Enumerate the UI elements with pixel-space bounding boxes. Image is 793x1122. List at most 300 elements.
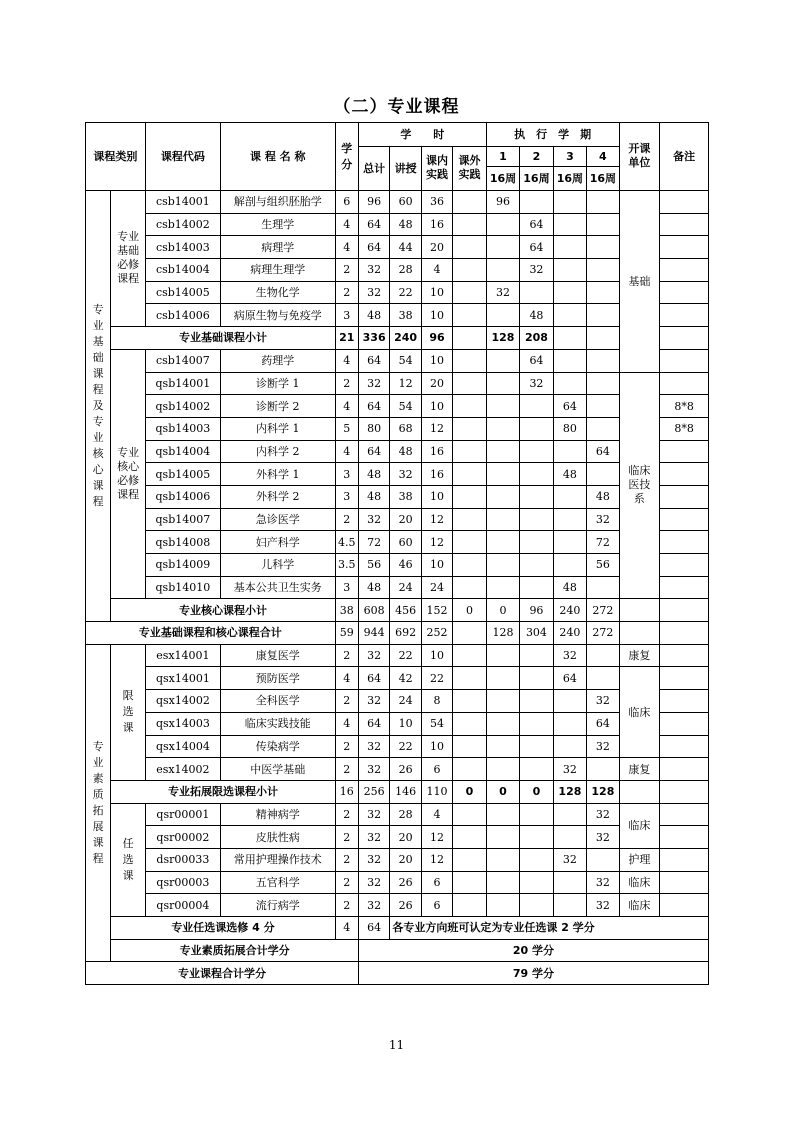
sem-1-cell	[486, 894, 519, 917]
credit-cell: 4.5	[335, 531, 358, 554]
dept-cell	[619, 780, 660, 803]
table-row	[86, 349, 709, 372]
sem-1-cell	[486, 349, 519, 372]
header-hours: 学 时	[358, 123, 486, 147]
sem-4-cell: 32	[587, 735, 619, 758]
sem-1-cell	[486, 463, 519, 486]
sem-4-cell: 56	[587, 554, 619, 577]
table-row	[86, 485, 709, 508]
hours-total-cell: 32	[358, 826, 389, 849]
hours-lecture-cell: 24	[390, 576, 421, 599]
credit-cell: 6	[335, 191, 358, 214]
remark-cell	[660, 236, 709, 259]
hours-total-cell: 944	[358, 622, 389, 645]
hours-in-practice-cell: 96	[421, 327, 452, 350]
hours-total-cell: 64	[358, 712, 389, 735]
sem-1-cell	[486, 690, 519, 713]
sem-2-cell: 0	[520, 780, 553, 803]
hours-in-practice-cell: 6	[421, 758, 452, 781]
course-code-cell: qsb14007	[145, 508, 220, 531]
hours-in-practice-cell: 4	[421, 803, 452, 826]
sem-3-cell	[553, 259, 586, 282]
hours-out-practice-cell	[453, 576, 486, 599]
sem-2-cell: 208	[520, 327, 553, 350]
table-row	[86, 690, 709, 713]
hours-total-cell: 32	[358, 848, 389, 871]
course-name-cell: 病理学	[220, 236, 335, 259]
header-semesters: 执 行 学 期	[486, 123, 619, 147]
hours-lecture-cell: 28	[390, 803, 421, 826]
group-limited: 限选课	[111, 644, 145, 780]
hours-in-practice-cell: 36	[421, 191, 452, 214]
hours-out-practice-cell	[453, 826, 486, 849]
hours-lecture-cell: 60	[390, 191, 421, 214]
program-total-value: 79 学分	[358, 962, 708, 985]
dept-cell: 基础	[619, 191, 660, 373]
group-major-core: 专业基础课程及专业核心课程	[86, 191, 111, 622]
credit-cell: 3	[335, 485, 358, 508]
hours-lecture-cell: 22	[390, 281, 421, 304]
hours-in-practice-cell: 10	[421, 485, 452, 508]
remark-cell	[660, 554, 709, 577]
hours-out-practice-cell	[453, 236, 486, 259]
course-code-cell: csb14001	[145, 191, 220, 214]
sem-3-cell	[553, 894, 586, 917]
credit-cell: 4	[335, 395, 358, 418]
hours-lecture-cell: 44	[390, 236, 421, 259]
course-code-cell: qsb14006	[145, 485, 220, 508]
sem-3-cell: 32	[553, 644, 586, 667]
hours-out-practice-cell	[453, 531, 486, 554]
sem-4-cell	[587, 191, 619, 214]
course-code-cell: csb14007	[145, 349, 220, 372]
sem-2-cell	[520, 417, 553, 440]
sem-1-cell	[486, 236, 519, 259]
table-body	[86, 123, 709, 985]
table-row	[86, 213, 709, 236]
hours-in-practice-cell: 10	[421, 349, 452, 372]
remark-cell	[660, 576, 709, 599]
subtotal-label: 专业核心课程小计	[111, 599, 335, 622]
sem-4-cell: 272	[587, 599, 619, 622]
course-name-cell: 解剖与组织胚胎学	[220, 191, 335, 214]
sem-3-cell	[553, 236, 586, 259]
sem-3-cell	[553, 531, 586, 554]
dept-cell: 临床	[619, 803, 660, 848]
sem-3-cell: 32	[553, 758, 586, 781]
header-dept: 开课单位	[619, 123, 660, 191]
course-name-cell: 生理学	[220, 213, 335, 236]
sem-2-cell	[520, 281, 553, 304]
hours-out-practice-cell	[453, 485, 486, 508]
course-name-cell: 诊断学 2	[220, 395, 335, 418]
remark-cell	[660, 531, 709, 554]
hours-out-practice-cell	[453, 758, 486, 781]
sem-1-cell	[486, 576, 519, 599]
sem-2-cell: 32	[520, 259, 553, 282]
dept-cell: 康复	[619, 644, 660, 667]
credit-cell: 2	[335, 259, 358, 282]
hours-total-cell: 48	[358, 304, 389, 327]
table-row	[86, 508, 709, 531]
hours-in-practice-cell: 4	[421, 259, 452, 282]
table-row	[86, 576, 709, 599]
credit-cell: 4	[335, 917, 358, 940]
hours-lecture-cell: 20	[390, 848, 421, 871]
credit-cell: 2	[335, 508, 358, 531]
hours-out-practice-cell	[453, 213, 486, 236]
sem-3-cell: 240	[553, 599, 586, 622]
course-name-cell: 病理生理学	[220, 259, 335, 282]
table-row	[86, 803, 709, 826]
hours-out-practice-cell	[453, 417, 486, 440]
sem-1-cell: 128	[486, 622, 519, 645]
sem-3-cell	[553, 349, 586, 372]
header-hours-in-practice: 课内实践	[421, 147, 452, 191]
remark-cell	[660, 871, 709, 894]
hours-lecture-cell: 12	[390, 372, 421, 395]
sem-2-cell	[520, 576, 553, 599]
sem-4-cell: 128	[587, 780, 619, 803]
header-code: 课程代码	[145, 123, 220, 191]
table-row	[86, 463, 709, 486]
subtotal-label: 专业拓展限选课程小计	[111, 780, 335, 803]
course-name-cell: 基本公共卫生实务	[220, 576, 335, 599]
credit-cell: 2	[335, 644, 358, 667]
hours-out-practice-cell	[453, 712, 486, 735]
credit-cell: 4	[335, 440, 358, 463]
sem-2-cell: 64	[520, 349, 553, 372]
course-code-cell: esx14002	[145, 758, 220, 781]
sem-3-cell	[553, 485, 586, 508]
table-row	[86, 191, 709, 214]
credit-cell: 4	[335, 712, 358, 735]
table-row	[86, 281, 709, 304]
hours-total-cell: 96	[358, 191, 389, 214]
credit-cell: 2	[335, 848, 358, 871]
hours-in-practice-cell: 6	[421, 894, 452, 917]
table-row	[86, 395, 709, 418]
hours-total-cell: 32	[358, 259, 389, 282]
credit-cell: 2	[335, 894, 358, 917]
hours-in-practice-cell: 8	[421, 690, 452, 713]
hours-out-practice-cell	[453, 690, 486, 713]
course-code-cell: esx14001	[145, 644, 220, 667]
sem-2-cell	[520, 644, 553, 667]
header-name: 课 程 名 称	[220, 123, 335, 191]
hours-lecture-cell: 22	[390, 644, 421, 667]
sem-2-cell	[520, 531, 553, 554]
header-category: 课程类别	[86, 123, 146, 191]
sem-2-cell	[520, 554, 553, 577]
course-code-cell: qsr00004	[145, 894, 220, 917]
group-core-required: 专业核心必修课程	[111, 349, 145, 599]
remark-cell	[660, 894, 709, 917]
table-row	[86, 758, 709, 781]
hours-total-cell: 80	[358, 417, 389, 440]
sem-4-cell	[587, 463, 619, 486]
hours-in-practice-cell: 20	[421, 236, 452, 259]
sem-1-cell	[486, 667, 519, 690]
sem-1-cell: 0	[486, 599, 519, 622]
course-name-cell: 临床实践技能	[220, 712, 335, 735]
course-name-cell: 康复医学	[220, 644, 335, 667]
remark-cell	[660, 372, 709, 395]
course-code-cell: csb14002	[145, 213, 220, 236]
sem-3-cell	[553, 712, 586, 735]
hours-in-practice-cell: 54	[421, 712, 452, 735]
hours-total-cell: 64	[358, 213, 389, 236]
course-code-cell: qsr00003	[145, 871, 220, 894]
sem-3-cell: 64	[553, 667, 586, 690]
sem-2-cell	[520, 894, 553, 917]
course-code-cell: csb14004	[145, 259, 220, 282]
course-name-cell: 精神病学	[220, 803, 335, 826]
credit-cell: 2	[335, 281, 358, 304]
sem-4-cell	[587, 281, 619, 304]
hours-total-cell: 32	[358, 758, 389, 781]
remark-cell	[660, 259, 709, 282]
credit-cell: 2	[335, 871, 358, 894]
hours-total-cell: 32	[358, 690, 389, 713]
remark-cell	[660, 667, 709, 690]
sem-3-cell	[553, 826, 586, 849]
remark-cell	[660, 213, 709, 236]
remark-cell	[660, 463, 709, 486]
course-code-cell: qsb14001	[145, 372, 220, 395]
hours-in-practice-cell: 12	[421, 508, 452, 531]
course-code-cell: qsb14010	[145, 576, 220, 599]
hours-lecture-cell: 692	[390, 622, 421, 645]
sem-2-cell: 304	[520, 622, 553, 645]
sem-3-cell: 64	[553, 395, 586, 418]
sem-3-cell	[553, 690, 586, 713]
sem-2-cell	[520, 826, 553, 849]
hours-lecture-cell: 42	[390, 667, 421, 690]
elective-note: 各专业方向班可认定为专业任选课 2 学分	[390, 917, 709, 940]
course-name-cell: 外科学 2	[220, 485, 335, 508]
hours-total-cell: 72	[358, 531, 389, 554]
course-name-cell: 妇产科学	[220, 531, 335, 554]
sem-4-cell: 32	[587, 803, 619, 826]
sem-4-cell	[587, 576, 619, 599]
hours-out-practice-cell	[453, 327, 486, 350]
hours-lecture-cell: 240	[390, 327, 421, 350]
sem-3-cell: 240	[553, 622, 586, 645]
credit-cell: 3	[335, 576, 358, 599]
sem-2-cell: 48	[520, 304, 553, 327]
remark-cell	[660, 758, 709, 781]
sem-3-cell	[553, 803, 586, 826]
sem-1-cell	[486, 735, 519, 758]
hours-in-practice-cell: 16	[421, 213, 452, 236]
hours-out-practice-cell	[453, 395, 486, 418]
sem-4-cell	[587, 349, 619, 372]
hours-lecture-cell: 146	[390, 780, 421, 803]
course-code-cell: qsx14004	[145, 735, 220, 758]
sem-3-cell	[553, 304, 586, 327]
remark-cell	[660, 690, 709, 713]
hours-out-practice-cell	[453, 508, 486, 531]
remark-cell	[660, 644, 709, 667]
hours-total-cell: 64	[358, 236, 389, 259]
hours-in-practice-cell: 16	[421, 463, 452, 486]
sem-4-cell	[587, 236, 619, 259]
course-name-cell: 流行病学	[220, 894, 335, 917]
hours-in-practice-cell: 152	[421, 599, 452, 622]
sem-2-cell	[520, 508, 553, 531]
sem-1-cell	[486, 508, 519, 531]
sem-2-cell: 96	[520, 599, 553, 622]
course-name-cell: 药理学	[220, 349, 335, 372]
course-name-cell: 传染病学	[220, 735, 335, 758]
hours-in-practice-cell: 6	[421, 871, 452, 894]
course-code-cell: csb14005	[145, 281, 220, 304]
table-row	[86, 531, 709, 554]
sem-2-cell	[520, 848, 553, 871]
hours-total-cell: 336	[358, 327, 389, 350]
course-name-cell: 内科学 1	[220, 417, 335, 440]
hours-in-practice-cell: 10	[421, 644, 452, 667]
sem-4-cell	[587, 327, 619, 350]
hours-in-practice-cell: 10	[421, 735, 452, 758]
hours-lecture-cell: 38	[390, 304, 421, 327]
remark-cell	[660, 281, 709, 304]
sem-4-cell: 32	[587, 508, 619, 531]
sem-3-cell	[553, 372, 586, 395]
header-sem-4: 4	[587, 147, 619, 167]
remark-cell	[660, 349, 709, 372]
header-hours-total: 总计	[358, 147, 389, 191]
sem-2-cell	[520, 395, 553, 418]
remark-cell	[660, 327, 709, 350]
sem-1-cell: 128	[486, 327, 519, 350]
sem-2-cell	[520, 667, 553, 690]
hours-total-cell: 608	[358, 599, 389, 622]
hours-out-practice-cell	[453, 281, 486, 304]
credit-cell: 3	[335, 463, 358, 486]
sem-4-cell	[587, 758, 619, 781]
sem-4-cell: 64	[587, 712, 619, 735]
hours-total-cell: 32	[358, 871, 389, 894]
sem-4-cell	[587, 372, 619, 395]
credit-cell: 3.5	[335, 554, 358, 577]
credit-cell: 38	[335, 599, 358, 622]
sem-3-cell	[553, 213, 586, 236]
hours-total-cell: 64	[358, 395, 389, 418]
hours-total-cell: 32	[358, 894, 389, 917]
extension-total-label: 专业素质拓展合计学分	[111, 939, 359, 962]
table-row	[86, 417, 709, 440]
course-code-cell: qsb14005	[145, 463, 220, 486]
hours-lecture-cell: 28	[390, 259, 421, 282]
hours-lecture-cell: 48	[390, 440, 421, 463]
credit-cell: 2	[335, 735, 358, 758]
course-code-cell: qsx14002	[145, 690, 220, 713]
course-code-cell: qsx14001	[145, 667, 220, 690]
credit-cell: 21	[335, 327, 358, 350]
sem-4-cell: 64	[587, 440, 619, 463]
hours-in-practice-cell: 22	[421, 667, 452, 690]
extension-total-value: 20 学分	[358, 939, 708, 962]
sem-2-cell	[520, 758, 553, 781]
course-name-cell: 诊断学 1	[220, 372, 335, 395]
hours-in-practice-cell: 24	[421, 576, 452, 599]
remark-cell	[660, 712, 709, 735]
course-code-cell: qsb14009	[145, 554, 220, 577]
sem-4-cell	[587, 213, 619, 236]
header-sem-3: 3	[553, 147, 586, 167]
course-code-cell: qsr00001	[145, 803, 220, 826]
course-code-cell: qsb14008	[145, 531, 220, 554]
header-weeks-2: 16周	[520, 167, 553, 191]
sem-4-cell: 32	[587, 826, 619, 849]
program-total-label: 专业课程合计学分	[86, 962, 359, 985]
hours-total-cell: 48	[358, 576, 389, 599]
remark-cell: 8*8	[660, 417, 709, 440]
header-row-1	[86, 123, 709, 147]
hours-lecture-cell: 26	[390, 894, 421, 917]
header-hours-lecture: 讲授	[390, 147, 421, 191]
remark-cell	[660, 191, 709, 214]
sem-1-cell: 0	[486, 780, 519, 803]
page-number: 11	[388, 1038, 405, 1052]
sem-1-cell	[486, 440, 519, 463]
hours-total-cell: 32	[358, 735, 389, 758]
remark-cell: 8*8	[660, 395, 709, 418]
sem-1-cell	[486, 848, 519, 871]
sem-4-cell: 32	[587, 894, 619, 917]
header-credit: 学分	[335, 123, 358, 191]
table-row	[86, 848, 709, 871]
sem-3-cell	[553, 554, 586, 577]
hours-out-practice-cell	[453, 304, 486, 327]
credit-cell: 2	[335, 690, 358, 713]
hours-in-practice-cell: 12	[421, 531, 452, 554]
remark-cell	[660, 826, 709, 849]
sem-1-cell	[486, 554, 519, 577]
header-remark: 备注	[660, 123, 709, 191]
remark-cell	[660, 735, 709, 758]
sem-3-cell: 32	[553, 848, 586, 871]
sem-4-cell: 272	[587, 622, 619, 645]
table-row	[86, 644, 709, 667]
hours-lecture-cell: 48	[390, 213, 421, 236]
hours-lecture-cell: 68	[390, 417, 421, 440]
course-name-cell: 病原生物与免疫学	[220, 304, 335, 327]
table-row	[86, 440, 709, 463]
course-name-cell: 预防医学	[220, 667, 335, 690]
course-name-cell: 儿科学	[220, 554, 335, 577]
sem-3-cell: 128	[553, 780, 586, 803]
hours-lecture-cell: 456	[390, 599, 421, 622]
table-row	[86, 826, 709, 849]
table-row	[86, 735, 709, 758]
course-name-cell: 皮肤性病	[220, 826, 335, 849]
sem-1-cell: 96	[486, 191, 519, 214]
hours-in-practice-cell: 252	[421, 622, 452, 645]
dept-cell: 临床	[619, 894, 660, 917]
remark-cell	[660, 599, 709, 622]
hours-out-practice-cell	[453, 667, 486, 690]
sem-4-cell	[587, 667, 619, 690]
course-name-cell: 五官科学	[220, 871, 335, 894]
hours-in-practice-cell: 10	[421, 281, 452, 304]
sem-1-cell: 32	[486, 281, 519, 304]
sem-4-cell	[587, 848, 619, 871]
sem-1-cell	[486, 213, 519, 236]
course-name-cell: 外科学 1	[220, 463, 335, 486]
